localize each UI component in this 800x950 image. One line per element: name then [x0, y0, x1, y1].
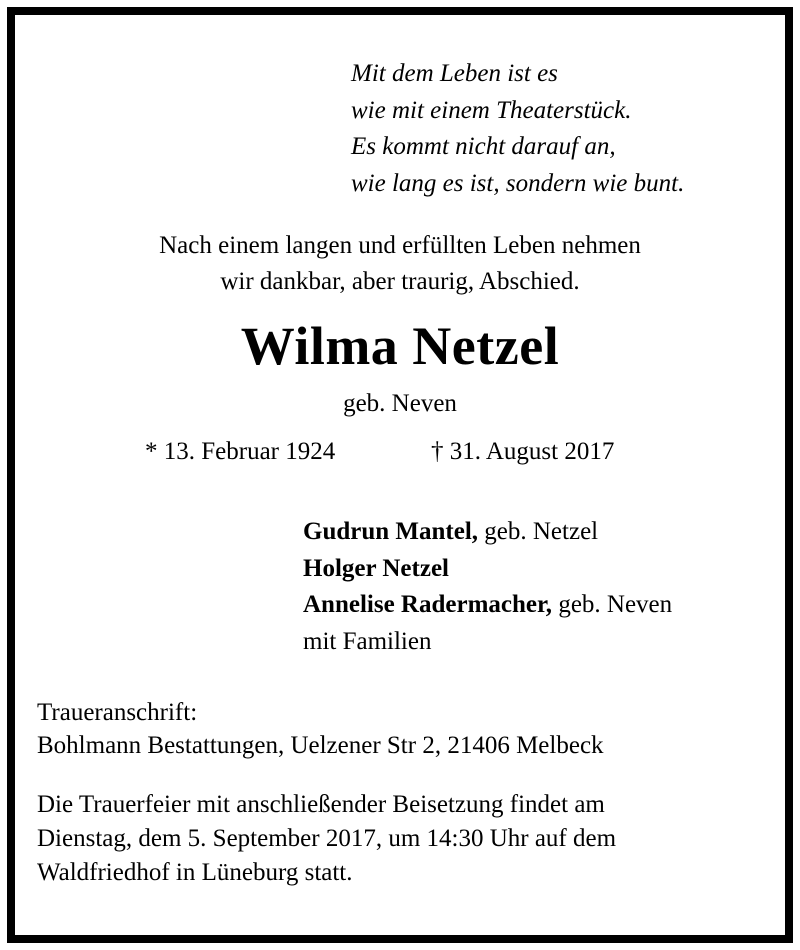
poem-line: wie mit einem Theaterstück.	[351, 96, 632, 124]
death-date: † 31. August 2017	[431, 438, 615, 465]
mourner-suffix: geb. Neven	[552, 591, 673, 618]
mourner-suffix: geb. Netzel	[478, 518, 599, 545]
deceased-name: Wilma Netzel	[240, 316, 560, 376]
mourner-name: Gudrun Mantel,	[303, 518, 479, 545]
poem-line: Es kommt nicht darauf an,	[351, 133, 616, 160]
intro-text	[0, 228, 800, 300]
mourner-name: Holger Netzel	[303, 554, 449, 582]
mourner-name: Annelise Radermacher,	[303, 591, 553, 618]
maiden-name: geb. Neven	[343, 390, 457, 417]
intro-line: wir dankbar, aber traurig, Abschied.	[220, 268, 580, 295]
poem-line: wie lang es ist, sondern wie bunt.	[351, 169, 685, 197]
poem	[351, 56, 684, 202]
mourning-address	[37, 696, 604, 762]
mourner	[303, 587, 672, 624]
address-text: Bohlmann Bestattungen, Uelzener Str 2, 21406 Melbeck	[37, 732, 604, 759]
poem-line: Mit dem Leben ist es	[351, 60, 558, 87]
intro-line: Nach einem langen und erfüllten Leben nehmen	[159, 232, 641, 259]
address-label: Traueranschrift:	[37, 699, 198, 726]
mourner	[303, 514, 672, 551]
ceremony-line: Dienstag, dem 5. September 2017, um 14:30 Uhr auf dem	[37, 825, 617, 852]
mourners-footer: mit Familien	[303, 627, 432, 655]
mourners-list	[303, 514, 672, 660]
birth-date: * 13. Februar 1924	[145, 438, 336, 465]
mourner	[303, 551, 672, 588]
ceremony-info	[37, 788, 616, 890]
ceremony-line: Waldfriedhof in Lüneburg statt.	[37, 859, 353, 886]
ceremony-line: Die Trauerfeier mit anschließender Beisetzung findet am	[37, 791, 605, 818]
